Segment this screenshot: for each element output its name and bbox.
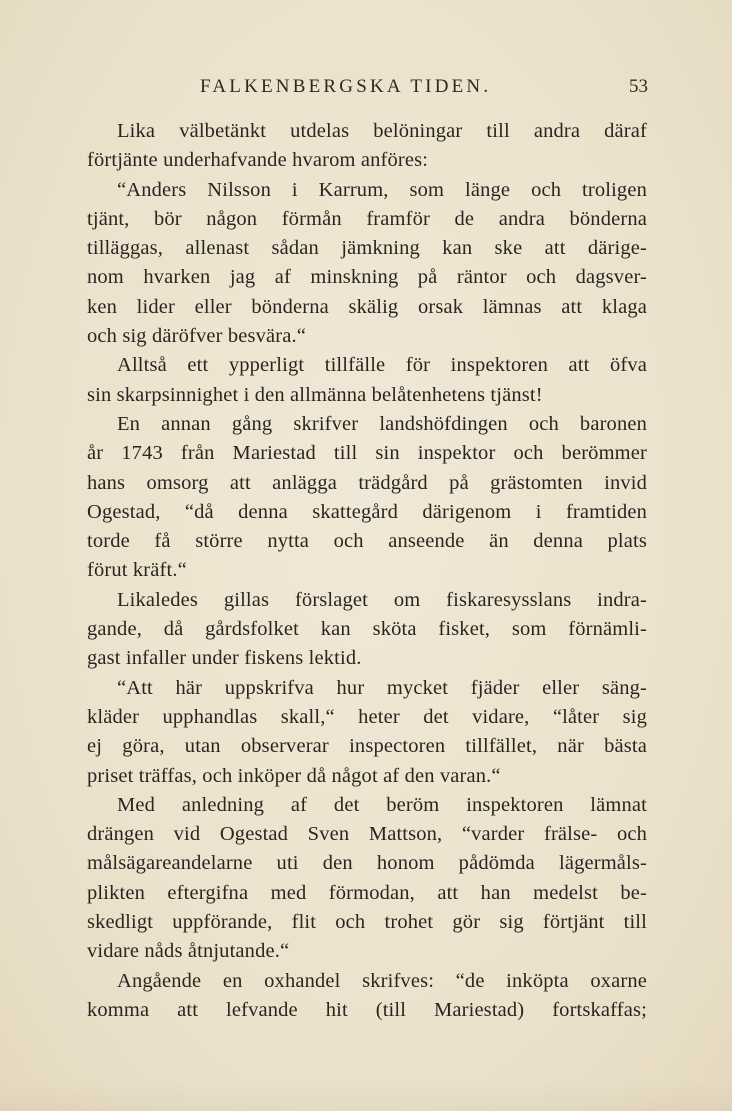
- text-line: tilläggas, allenast sådan jämkning kan ske att därige-: [87, 237, 647, 260]
- text-line: skedligt uppförande, flit och trohet gör sig förtjänt till: [87, 911, 647, 934]
- text-line: ken lider eller bönderna skälig orsak lämnas att klaga: [87, 295, 647, 318]
- text-line: Likaledes gillas förslaget om fiskaresysslans indra-: [117, 588, 647, 611]
- text-line: förtjänte underhafvande hvarom anföres:: [87, 149, 429, 172]
- body-text: [87, 117, 647, 1025]
- text-line: och sig däröfver besvära.“: [87, 325, 307, 348]
- page-number: 53: [629, 76, 648, 97]
- text-line: kläder upphandlas skall,“ heter det vidare, “låter sig: [87, 705, 647, 728]
- text-line: målsägareandelarne uti den honom pådömda lägermåls-: [87, 852, 647, 875]
- text-line: plikten eftergifna med förmodan, att han medelst be-: [87, 881, 647, 904]
- text-line: förut kräft.“: [87, 559, 187, 582]
- text-line: sin skarpsinnighet i den allmänna belåtenhetens tjänst!: [87, 383, 543, 406]
- text-line: Med anledning af det beröm inspektoren lämnat: [117, 793, 647, 816]
- text-line: Lika välbetänkt utdelas belöningar till andra däraf: [117, 120, 647, 142]
- running-title: FALKENBERGSKA TIDEN.: [200, 76, 492, 97]
- text-line: “Anders Nilsson i Karrum, som länge och troligen: [117, 178, 647, 201]
- text-line: Angående en oxhandel skrifves: “de inköpta oxarne: [117, 969, 647, 992]
- text-line: hans omsorg att anlägga trädgård på grästomten invid: [87, 471, 647, 494]
- text-line: drängen vid Ogestad Sven Mattson, “varder frälse- och: [87, 823, 647, 846]
- text-line: torde få större nytta och anseende än denna plats: [87, 530, 647, 553]
- text-line: vidare nåds åtnjutande.“: [87, 940, 290, 963]
- text-line: Alltså ett ypperligt tillfälle för inspektoren att öfva: [117, 354, 647, 377]
- text-line: gast infaller under fiskens lektid.: [87, 647, 362, 670]
- text-line: år 1743 från Mariestad till sin inspektor och berömmer: [87, 442, 647, 465]
- page-bottom-shade: [0, 1081, 732, 1111]
- text-line: Ogestad, “då denna skattegård därigenom i framtiden: [87, 500, 647, 523]
- text-line: priset träffas, och inköper då något af den varan.“: [87, 764, 501, 787]
- text-line: “Att här uppskrifva hur mycket fjäder eller säng-: [117, 676, 647, 699]
- text-line: gande, då gårdsfolket kan sköta fisket, som förnämli-: [87, 618, 647, 641]
- text-line: ej göra, utan observerar inspectoren tillfället, när bästa: [87, 735, 647, 758]
- text-line: komma att lefvande hit (till Mariestad) fortskaffas;: [87, 998, 647, 1021]
- text-line: En annan gång skrifver landshöfdingen och baronen: [117, 412, 647, 435]
- text-line: tjänt, bör någon förmån framför de andra bönderna: [87, 207, 647, 230]
- text-line: nom hvarken jag af minskning på räntor och dagsver-: [87, 266, 647, 289]
